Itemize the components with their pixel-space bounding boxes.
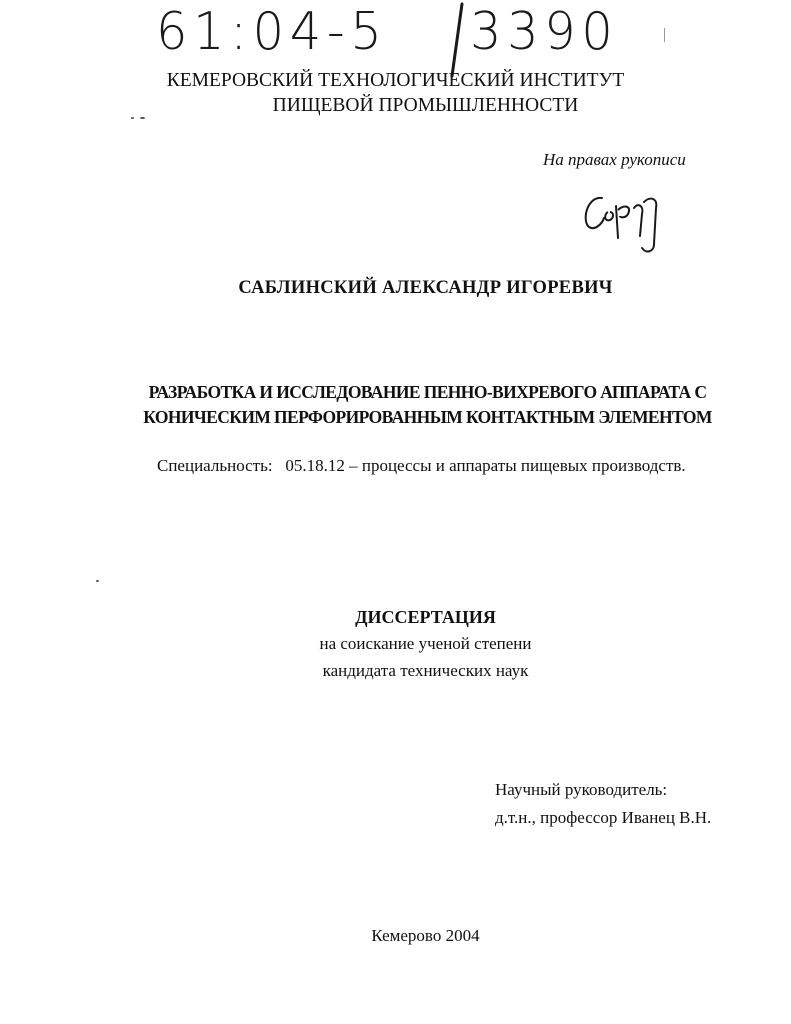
specialty-value: 05.18.12 – процессы и аппараты пищевых производств. (285, 456, 686, 475)
scan-speck (140, 117, 145, 119)
scan-speck (664, 28, 665, 42)
scan-speck (96, 580, 99, 582)
supervisor-label: Научный руководитель: (495, 780, 668, 799)
city-year: Кемерово 2004 (371, 926, 480, 945)
manuscript-note: На правах рукописи (543, 150, 686, 169)
archive-number (156, 2, 388, 62)
dissertation-heading: ДИССЕРТАЦИЯ (355, 607, 496, 627)
thesis-title-line-2: КОНИЧЕСКИМ ПЕРФОРИРОВАННЫМ КОНТАКТНЫМ ЭЛЕМЕНТОМ (143, 407, 712, 427)
author-signature (578, 188, 678, 256)
specialty (157, 456, 686, 476)
thesis-title-line-1: РАЗРАБОТКА И ИССЛЕДОВАНИЕ ПЕННО-ВИХРЕВОГО АППАРАТА С (148, 382, 707, 402)
institution-line-2: ПИЩЕВОЙ ПРОМЫШЛЕННОСТИ (272, 95, 579, 116)
archive-number-right: 3390 (470, 2, 619, 62)
supervisor-name: д.т.н., профессор Иванец В.Н. (495, 808, 712, 827)
institution-line-1: КЕМЕРОВСКИЙ ТЕХНОЛОГИЧЕСКИЙ ИНСТИТУТ (166, 70, 625, 91)
specialty-label: Специальность: (157, 456, 273, 475)
dissertation-degree-line-2: кандидата технических наук (322, 661, 529, 680)
dissertation-degree-line-1: на соискание ученой степени (319, 634, 532, 653)
archive-number-right-wrap (470, 2, 619, 62)
archive-number-left: 61:04-5 (156, 2, 388, 62)
author-name: САБЛИНСКИЙ АЛЕКСАНДР ИГОРЕВИЧ (238, 278, 613, 298)
scan-speck (131, 117, 134, 119)
